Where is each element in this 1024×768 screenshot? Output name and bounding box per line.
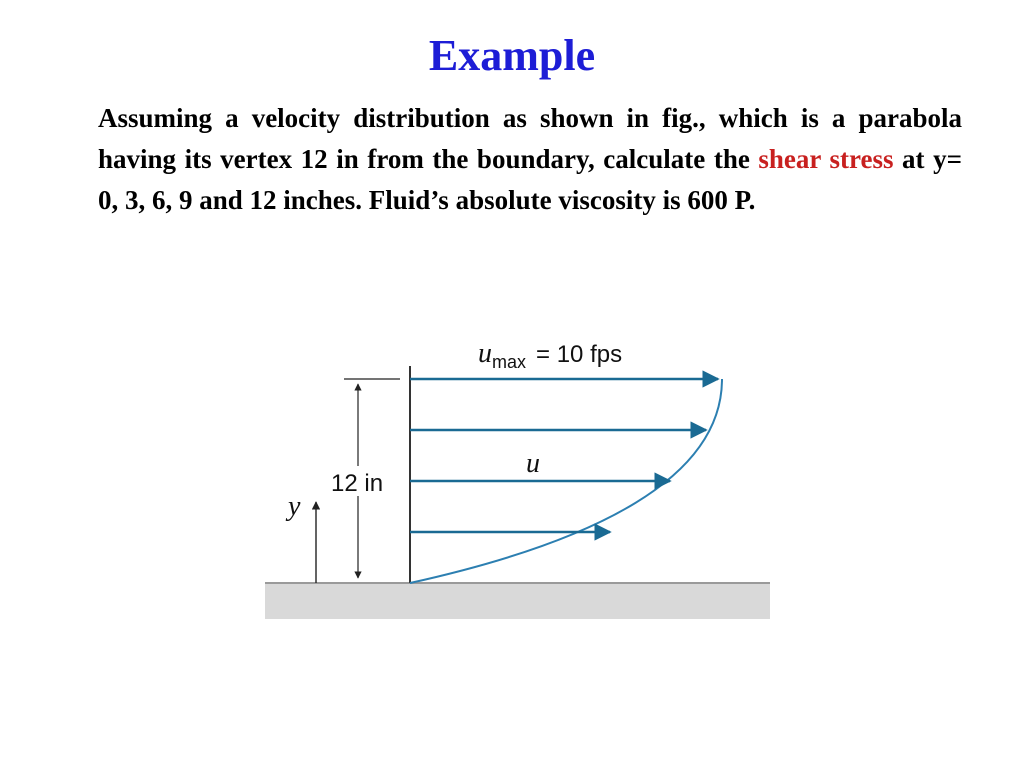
problem-text-start: Assuming a velocity distribution as shown in fig., which is a parabola having its vertex 12 in from the boundary, calculate the: [98, 103, 962, 174]
shear-stress-highlight: shear stress: [758, 144, 894, 174]
height-label: 12 in: [331, 470, 384, 497]
problem-text-end: at y= 0, 3, 6, 9 and 12 inches. Fluid’s absolute viscosity is 600 P.: [98, 144, 962, 215]
ground-boundary: [265, 583, 770, 619]
y-label: y: [288, 491, 301, 522]
umax-value: = 10 fps: [536, 341, 623, 368]
umax-subscript: max: [492, 352, 527, 372]
umax-label: [478, 338, 622, 372]
u-label: u: [526, 448, 540, 479]
slide-title: Example: [428, 31, 596, 80]
umax-symbol: u: [478, 338, 492, 369]
